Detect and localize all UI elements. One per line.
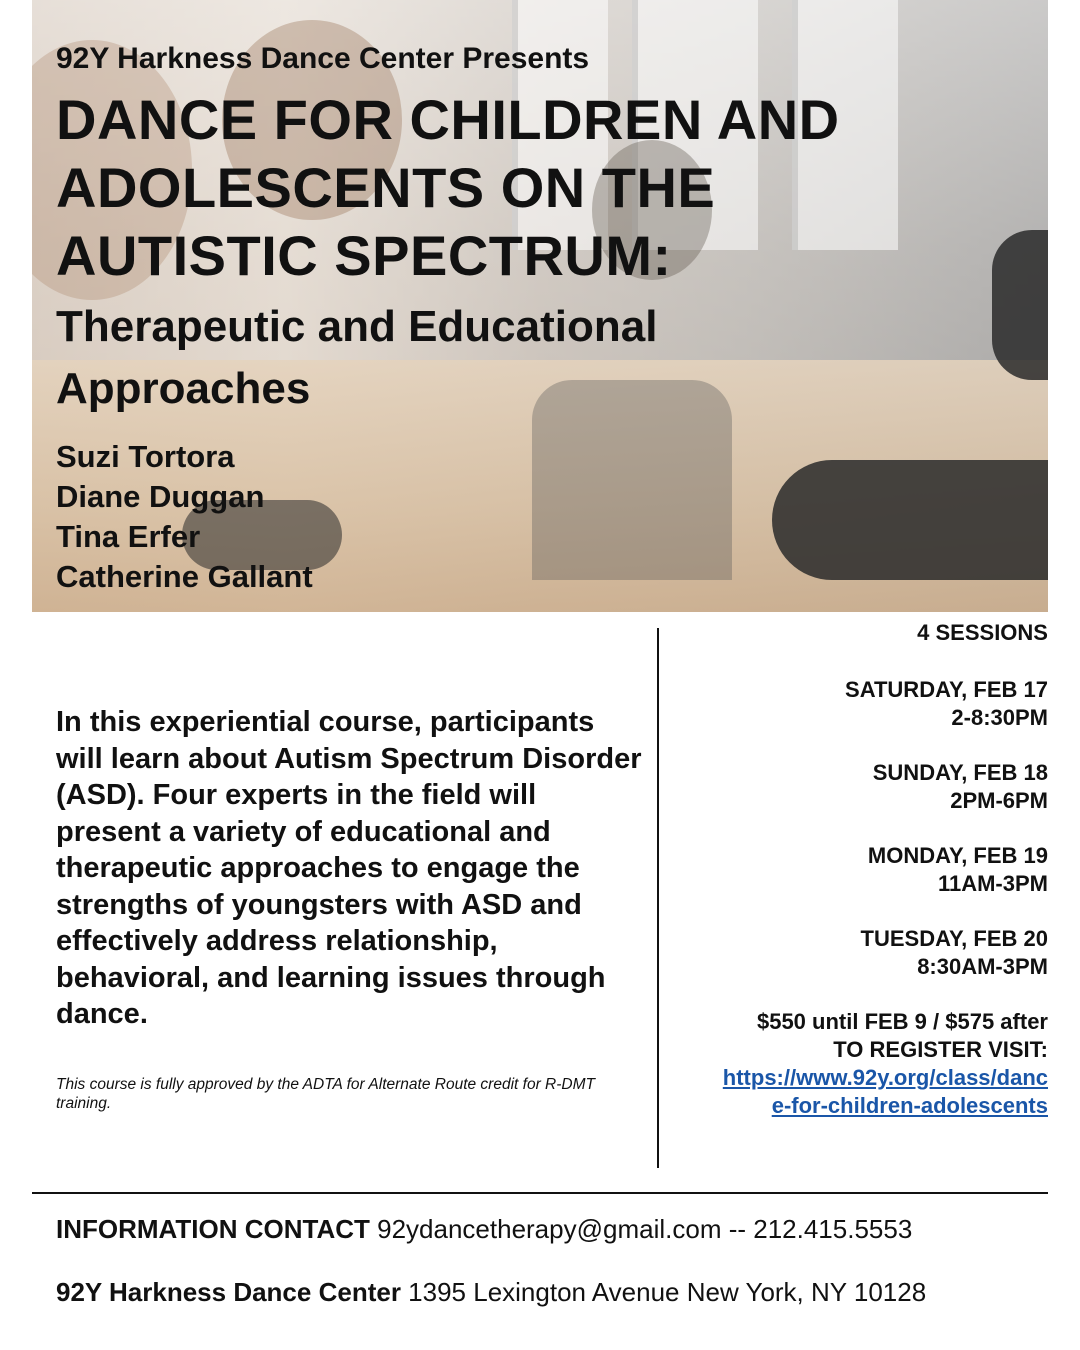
course-description-column <box>56 704 646 1113</box>
horizontal-divider <box>32 1192 1048 1194</box>
contact-value[interactable]: 92ydancetherapy@gmail.com -- 212.415.5553 <box>377 1214 913 1244</box>
approval-note: This course is fully approved by the ADTA for Alternate Route credit for R-DMT training. <box>56 1075 595 1112</box>
presenter-name: Suzi Tortora <box>56 439 235 474</box>
sessions-count: 4 SESSIONS <box>917 620 1048 645</box>
presenter-org: 92Y Harkness Dance Center Presents <box>56 42 590 75</box>
register-label: TO REGISTER VISIT: <box>833 1037 1048 1062</box>
venue-name: 92Y Harkness Dance Center <box>56 1277 401 1307</box>
presenter-name: Diane Duggan <box>56 479 265 514</box>
session-item: SATURDAY, FEB 17 2-8:30PM <box>845 677 1048 730</box>
course-subtitle: Therapeutic and Educational Approaches <box>56 302 658 413</box>
presenter-name: Catherine Gallant <box>56 559 313 594</box>
vertical-divider <box>657 628 659 1168</box>
presenters-list <box>56 437 313 597</box>
dancer-leg <box>772 460 1048 580</box>
address-value: 1395 Lexington Avenue New York, NY 10128 <box>408 1277 927 1307</box>
presenter-name: Tina Erfer <box>56 519 201 554</box>
hero-photo <box>32 0 1048 612</box>
schedule-column <box>668 618 1048 1120</box>
session-item: TUESDAY, FEB 20 8:30AM-3PM <box>860 926 1048 979</box>
price-info: $550 until FEB 9 / $575 after <box>756 1009 1048 1034</box>
dancer-arm <box>992 230 1048 380</box>
registration-link[interactable]: https://www.92y.org/class/danc e-for-children-adolescents <box>722 1065 1048 1118</box>
session-item: MONDAY, FEB 19 11AM-3PM <box>867 843 1048 896</box>
venue-address <box>56 1277 926 1308</box>
contact-info <box>56 1214 912 1245</box>
course-title: DANCE FOR CHILDREN AND ADOLESCENTS ON THE AUTISTIC SPECTRUM: <box>56 88 840 287</box>
session-item: SUNDAY, FEB 18 2PM-6PM <box>872 760 1048 813</box>
contact-label: INFORMATION CONTACT <box>56 1214 370 1244</box>
course-description: In this experiential course, participants will learn about Autism Spectrum Disorder (ASD). Four experts in the field will present a variety of educational and therapeutic approaches to engage the strengths of youngsters with ASD and effectively address relationship, behavioral, and learning issues through dance. <box>56 706 642 1030</box>
